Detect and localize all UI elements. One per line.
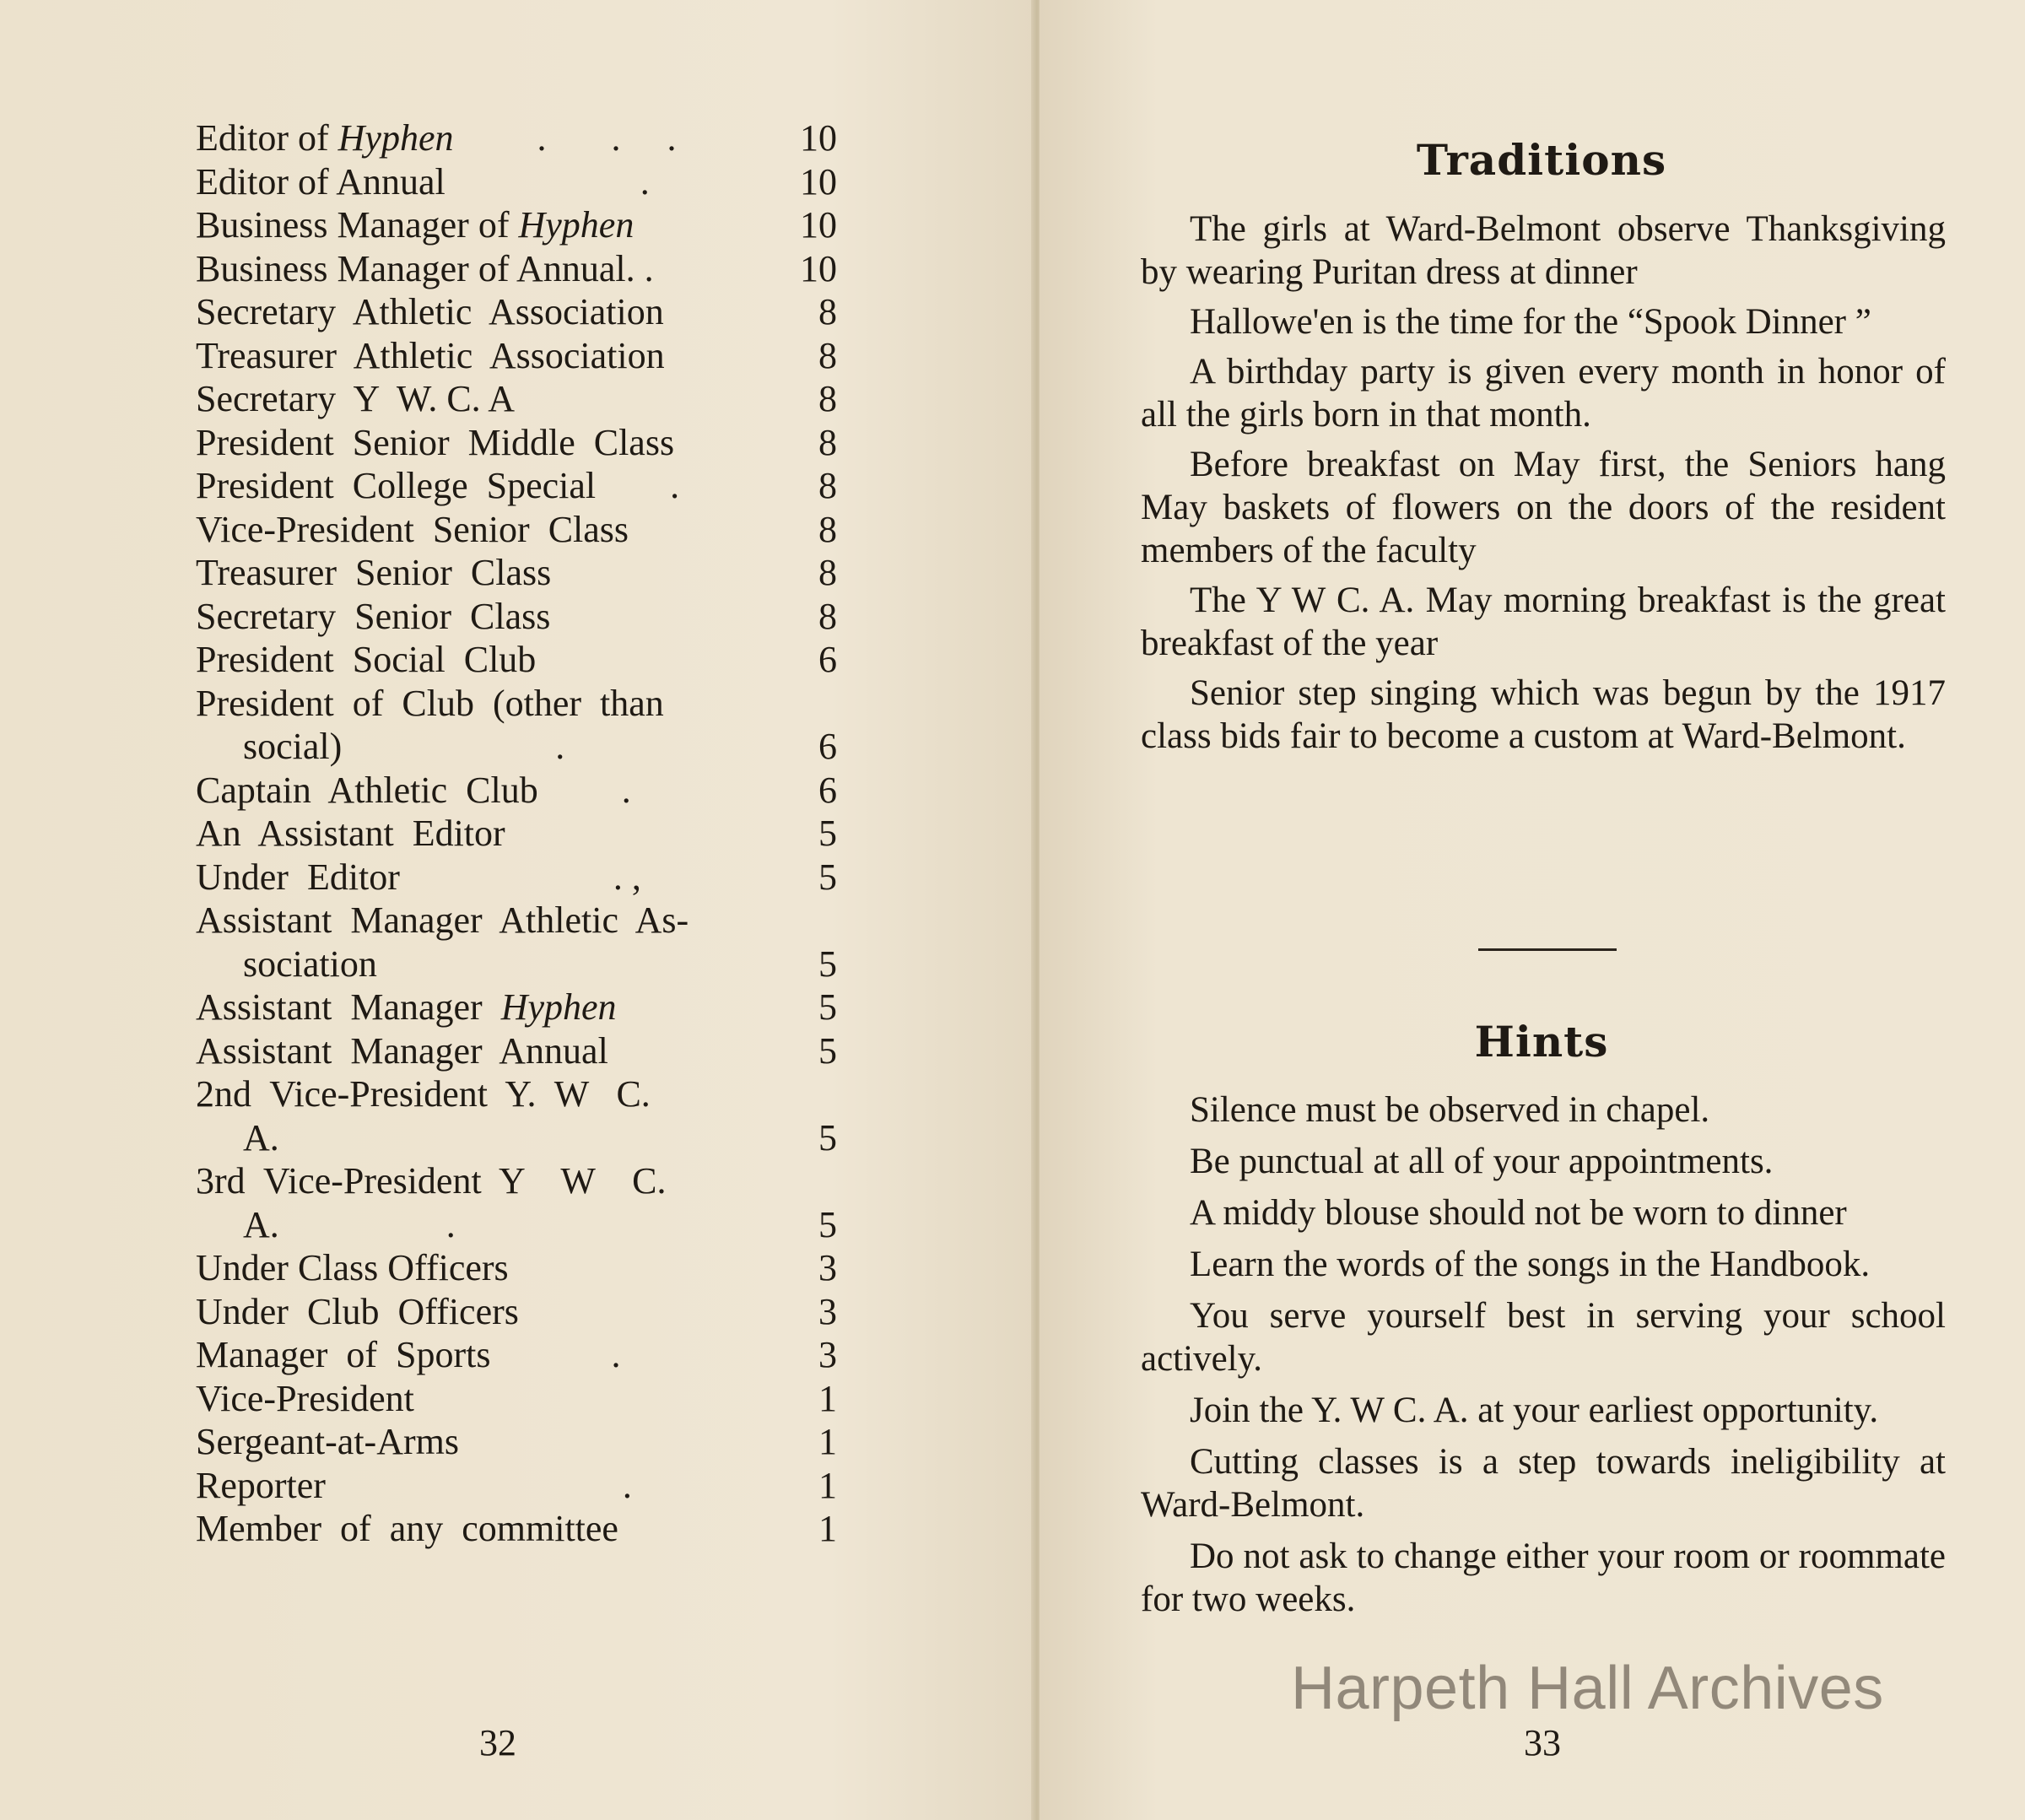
- office-row: [196, 1507, 837, 1551]
- office-row: [196, 986, 837, 1029]
- tradition-paragraph: Before breakfast on May first, the Seniors hang May baskets of flowers on the doors of the resident members of the faculty: [1141, 445, 1946, 570]
- office-row: [196, 638, 837, 682]
- office-points-list: [196, 116, 837, 1551]
- office-name: Business Manager of Annual. .: [196, 247, 654, 289]
- office-points: 5: [818, 813, 837, 854]
- hints-list: [1141, 1088, 1946, 1629]
- office-points: 3: [818, 1290, 837, 1332]
- office-name: Secretary Senior Class: [196, 595, 551, 637]
- office-points: 8: [818, 552, 837, 593]
- office-row: [196, 1333, 837, 1377]
- office-name: Under Editor . ,: [196, 856, 641, 898]
- office-name: Assistant Manager Hyphen: [196, 986, 617, 1028]
- page-number-right: 33: [1524, 1722, 1561, 1763]
- office-name: Business Manager of Hyphen: [196, 204, 634, 246]
- office-points: 5: [818, 1029, 837, 1072]
- office-points: 5: [818, 942, 837, 985]
- archive-watermark: Harpeth Hall Archives: [1291, 1655, 1884, 1722]
- office-points: 5: [818, 1116, 837, 1158]
- office-name: Member of any committee: [196, 1508, 618, 1549]
- office-name: Captain Athletic Club .: [196, 769, 631, 811]
- office-row: [196, 247, 837, 291]
- office-name: Treasurer Senior Class: [196, 552, 552, 593]
- office-name: 2nd Vice-President Y. W C.: [196, 1073, 651, 1115]
- office-points: 10: [800, 204, 837, 246]
- office-row: [196, 421, 837, 465]
- office-points: 8: [818, 508, 837, 550]
- tradition-paragraph: The girls at Ward-Belmont observe Thanksgiving by wearing Puritan dress at dinner: [1141, 209, 1946, 292]
- office-row: [196, 1464, 837, 1508]
- office-row: [196, 899, 837, 942]
- office-row: [196, 464, 837, 508]
- office-points: 5: [818, 1203, 837, 1245]
- office-name: Treasurer Athletic Association: [196, 334, 665, 376]
- office-row: [196, 508, 837, 552]
- office-row: [196, 769, 837, 813]
- office-row: [196, 1159, 837, 1203]
- office-row: [196, 551, 837, 595]
- office-name: social) .: [243, 726, 565, 767]
- office-name: A. .: [243, 1203, 456, 1245]
- office-points: 5: [818, 856, 837, 898]
- office-name: Assistant Manager Annual: [196, 1029, 608, 1072]
- tradition-paragraph: Senior step singing which was begun by the 1917 class bids fair to become a custom at Ward-Belmont.: [1141, 673, 1946, 756]
- office-row: [196, 1203, 837, 1247]
- tradition-paragraph: The Y W C. A. May morning breakfast is the great breakfast of the year: [1141, 581, 1946, 663]
- office-row: [196, 203, 837, 247]
- office-name: President College Special .: [196, 465, 680, 506]
- page-number-left: 32: [479, 1722, 516, 1763]
- office-points: 1: [818, 1421, 837, 1462]
- office-points: 3: [818, 1247, 837, 1288]
- hint-paragraph: Silence must be observed in chapel.: [1190, 1090, 1710, 1130]
- hint-paragraph: A middy blouse should not be worn to dinner: [1190, 1193, 1847, 1233]
- office-row: [196, 856, 837, 899]
- office-row: [196, 290, 837, 334]
- office-name: President Social Club: [196, 639, 537, 680]
- office-name: President Senior Middle Class: [196, 421, 675, 463]
- office-name: Under Class Officers: [196, 1247, 509, 1288]
- office-name: Editor of Annual .: [196, 160, 650, 203]
- hint-paragraph: Do not ask to change either your room or roommate for two weeks.: [1141, 1536, 1946, 1619]
- office-row: [196, 725, 837, 769]
- office-points: 8: [818, 421, 837, 463]
- office-points: 6: [818, 769, 837, 811]
- office-points: 1: [818, 1464, 837, 1506]
- office-name: Sergeant-at-Arms: [196, 1421, 459, 1462]
- office-points: 10: [800, 117, 837, 159]
- office-row: [196, 377, 837, 421]
- office-points: 8: [818, 595, 837, 637]
- office-points: 1: [818, 1508, 837, 1549]
- office-points: 6: [818, 726, 837, 767]
- office-name: Manager of Sports .: [196, 1334, 621, 1375]
- office-name: Editor of Hyphen . . .: [196, 117, 677, 159]
- office-row: [196, 1377, 837, 1421]
- office-points: 10: [800, 247, 837, 289]
- hint-paragraph: Be punctual at all of your appointments.: [1190, 1142, 1774, 1181]
- hint-paragraph: You serve yourself best in serving your school actively.: [1141, 1296, 1946, 1379]
- office-name: Vice-President: [196, 1377, 414, 1419]
- office-row: [196, 942, 837, 986]
- office-row: [196, 1420, 837, 1464]
- office-row: [196, 160, 837, 204]
- office-row: [196, 1116, 837, 1160]
- office-row: [196, 1246, 837, 1290]
- hint-paragraph: Join the Y. W C. A. at your earliest opportunity.: [1190, 1391, 1879, 1430]
- office-name: Secretary Y W. C. A: [196, 378, 516, 419]
- office-points: 8: [818, 378, 837, 419]
- section-divider: [1478, 948, 1617, 951]
- tradition-paragraph: Hallowe'en is the time for the “Spook Dinner ”: [1190, 302, 1871, 342]
- traditions-list: [1141, 208, 1946, 764]
- office-name: An Assistant Editor: [196, 813, 505, 854]
- hint-paragraph: Cutting classes is a step towards ineligibility at Ward-Belmont.: [1141, 1442, 1946, 1525]
- office-points: 5: [818, 986, 837, 1028]
- office-name: Under Club Officers: [196, 1290, 519, 1332]
- office-name: Assistant Manager Athletic As-: [196, 899, 689, 941]
- office-name: Vice-President Senior Class: [196, 508, 629, 550]
- office-name: A.: [243, 1116, 279, 1158]
- hints-heading: Hints: [1474, 1017, 1609, 1067]
- office-points: 8: [818, 334, 837, 376]
- tradition-paragraph: A birthday party is given every month in honor of all the girls born in that month.: [1141, 352, 1946, 435]
- office-row: [196, 1290, 837, 1334]
- office-row: [196, 1029, 837, 1073]
- office-name: President of Club (other than: [196, 682, 664, 724]
- office-row: [196, 812, 837, 856]
- office-row: [196, 1072, 837, 1116]
- office-points: 1: [818, 1377, 837, 1419]
- office-row: [196, 334, 837, 378]
- office-name: sociation: [243, 942, 377, 985]
- office-points: 10: [800, 160, 837, 203]
- office-name: 3rd Vice-President Y W C.: [196, 1160, 667, 1202]
- office-name: Reporter .: [196, 1464, 632, 1506]
- office-row: [196, 116, 837, 160]
- hint-paragraph: Learn the words of the songs in the Handbook.: [1190, 1245, 1871, 1284]
- office-row: [196, 595, 837, 639]
- office-points: 8: [818, 465, 837, 506]
- office-points: 8: [818, 291, 837, 332]
- office-points: 6: [818, 639, 837, 680]
- office-row: [196, 682, 837, 726]
- office-points: 3: [818, 1334, 837, 1375]
- traditions-heading: Traditions: [1416, 135, 1667, 185]
- office-name: Secretary Athletic Association: [196, 291, 664, 332]
